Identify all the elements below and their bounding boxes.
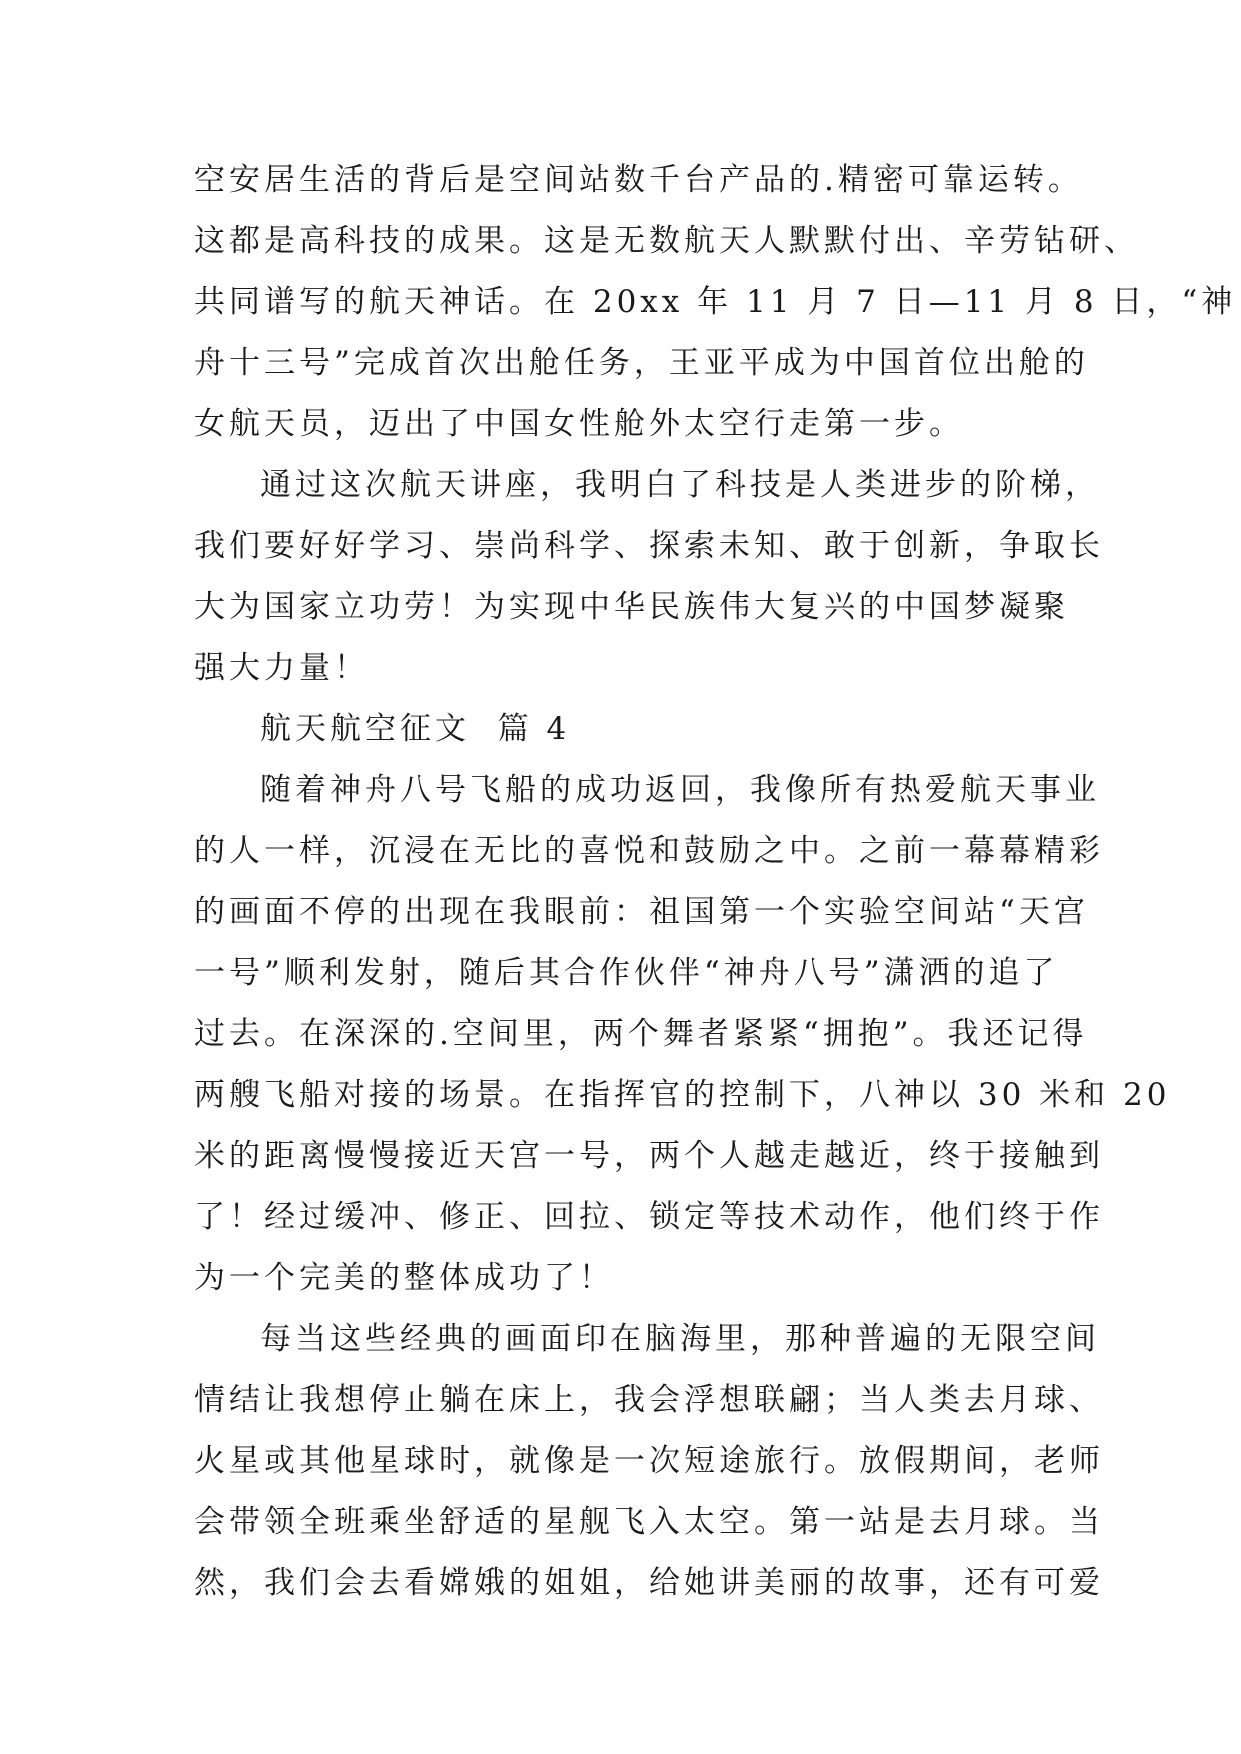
text-line: 我们要好好学习、崇尚科学、探索未知、敢于创新，争取长 bbox=[194, 528, 1104, 564]
text-line: 随着神舟八号飞船的成功返回，我像所有热爱航天事业 bbox=[260, 772, 1100, 808]
section-heading bbox=[194, 699, 1054, 760]
text-line: 为一个完美的整体成功了！ bbox=[194, 1260, 614, 1296]
text-line: 的人一样，沉浸在无比的喜悦和鼓励之中。之前一幕幕精彩 bbox=[194, 833, 1104, 869]
text-line: 会带领全班乘坐舒适的星舰飞入太空。第一站是去月球。当 bbox=[194, 1504, 1104, 1540]
text-line: 大为国家立功劳！为实现中华民族伟大复兴的中国梦凝聚 bbox=[194, 589, 1069, 625]
text-line: 情结让我想停止躺在床上，我会浮想联翩；当人类去月球、 bbox=[194, 1382, 1104, 1418]
text-line: 这都是高科技的成果。这是无数航天人默默付出、辛劳钻研、 bbox=[194, 223, 1139, 259]
document-body bbox=[194, 150, 1237, 1614]
text-line: 的画面不停的出现在我眼前：祖国第一个实验空间站“天宫 bbox=[194, 894, 1089, 930]
text-line: 了！经过缓冲、修正、回拉、锁定等技术动作，他们终于作 bbox=[194, 1199, 1104, 1235]
section-title: 航天航空征文 篇 4 bbox=[260, 711, 571, 747]
text-line: 强大力量！ bbox=[194, 650, 369, 686]
paragraph-1 bbox=[194, 150, 1237, 455]
paragraph-4 bbox=[194, 1309, 1104, 1614]
text-line: 过去。在深深的.空间里，两个舞者紧紧“拥抱”。我还记得 bbox=[194, 1016, 1088, 1052]
text-line: 每当这些经典的画面印在脑海里，那种普遍的无限空间 bbox=[260, 1321, 1100, 1357]
text-line: 空安居生活的背后是空间站数千台产品的.精密可靠运转。 bbox=[194, 162, 1083, 198]
text-line: 一号”顺利发射，随后其合作伙伴“神舟八号”潇洒的追了 bbox=[194, 955, 1059, 991]
text-line: 女航天员，迈出了中国女性舱外太空行走第一步。 bbox=[194, 406, 964, 442]
text-line: 舟十三号”完成首次出舱任务，王亚平成为中国首位出舱的 bbox=[194, 345, 1089, 381]
text-line: 然，我们会去看嫦娥的姐姐，给她讲美丽的故事，还有可爱 bbox=[194, 1565, 1104, 1601]
paragraph-2 bbox=[194, 455, 1104, 699]
text-line: 两艘飞船对接的场景。在指挥官的控制下，八神以 30 米和 20 bbox=[194, 1077, 1171, 1113]
text-line: 共同谱写的航天神话。在 20xx 年 11 月 7 日—11 月 8 日，“神 bbox=[194, 284, 1237, 320]
text-line: 火星或其他星球时，就像是一次短途旅行。放假期间，老师 bbox=[194, 1443, 1104, 1479]
paragraph-3 bbox=[194, 760, 1171, 1309]
text-line: 米的距离慢慢接近天宫一号，两个人越走越近，终于接触到 bbox=[194, 1138, 1104, 1174]
text-line: 通过这次航天讲座，我明白了科技是人类进步的阶梯， bbox=[260, 467, 1100, 503]
